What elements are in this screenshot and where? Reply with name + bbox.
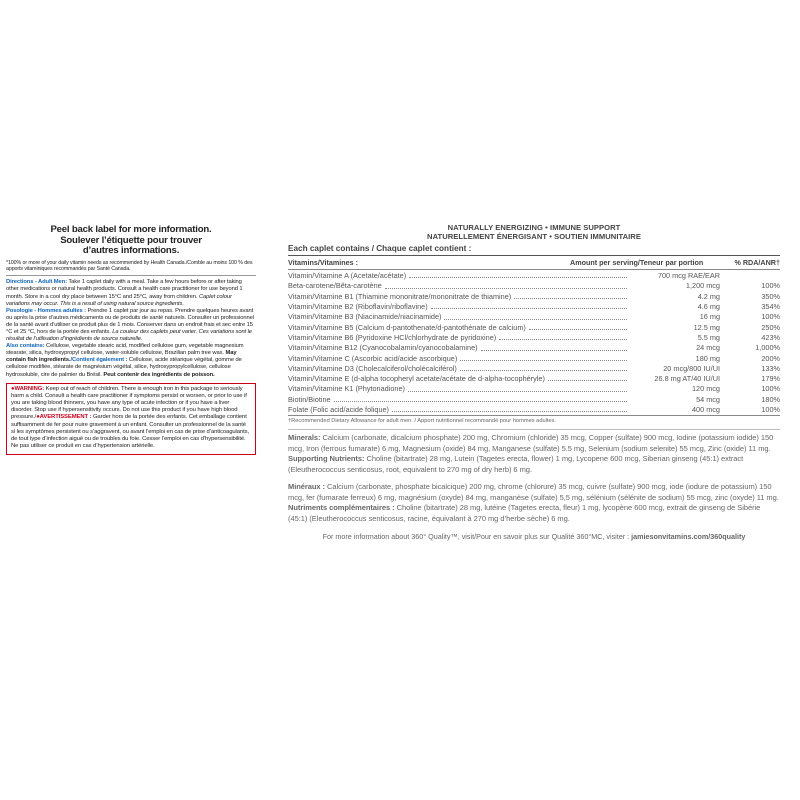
- vitamin-name: Vitamin/Vitamine A (Acetate/acétate): [288, 271, 407, 281]
- posologie-text: Prendre 1 caplet par jour au repas. Prendre quelques heures avant ou après la prise d’autres médicaments ou de produits de santé naturels. Consulter un professionnel de la santé avant d’utiliser ce produit plus de 1 mois. Conserver dans un endroit frais et sec entre 15 °C et 25 °C, hors de la portée des enfants.: [6, 307, 254, 335]
- table-row: [288, 384, 780, 394]
- directions-label: Directions - Adult Men:: [6, 279, 67, 286]
- vitamin-rda: 250%: [761, 322, 780, 332]
- table-row: [288, 354, 780, 364]
- vitamin-rda: 100%: [761, 384, 780, 394]
- vitamin-name: Biotin/Biotine: [288, 394, 331, 404]
- vitamin-name: Vitamin/Vitamine B5 (Calcium d-pantothenate/d-pantothénate de calcium): [288, 322, 526, 332]
- dot-leader: [548, 374, 627, 381]
- table-row: [288, 312, 780, 322]
- col-rda: % RDA/ANR†: [734, 258, 780, 268]
- table-row: [288, 302, 780, 312]
- vitamin-amount: 20 mcg/800 IU/UI: [663, 363, 720, 373]
- dot-leader: [408, 384, 627, 391]
- vitamin-amount: 1,200 mcg: [685, 281, 720, 291]
- each-caplet-contains: Each caplet contains / Chaque caplet contient :: [288, 244, 780, 256]
- vitamin-rda: 1,000%: [755, 343, 780, 353]
- table-row: [288, 364, 780, 374]
- vitamin-amount: 24 mcg: [696, 343, 720, 353]
- col-amount: Amount per serving/Teneur par portion: [570, 258, 704, 268]
- dot-leader: [529, 323, 627, 330]
- vitamin-name: Vitamin/Vitamine D3 (Cholecalciferol/cholécalciférol): [288, 363, 457, 373]
- peel-line-2: Soulever l’étiquette pour trouver: [60, 234, 202, 246]
- vitamin-rda: 100%: [761, 405, 780, 415]
- website-link[interactable]: jamiesonvitamins.com/360quality: [631, 531, 746, 541]
- vitamin-name: Vitamin/Vitamine B1 (Thiamine mononitrate/mononitrate de thiamine): [288, 291, 512, 301]
- rda-note: †Recommended Dietary Allowance for adult men. / Apport nutritionnel recommandé pour hommes adultes.: [288, 418, 780, 430]
- peel-notice: [6, 225, 256, 257]
- fish-warning: May contain fish ingredients.: [6, 350, 237, 364]
- table-row: [288, 395, 780, 405]
- vitamin-amount: 4.6 mg: [697, 302, 720, 312]
- more-info: [288, 532, 780, 541]
- posologie-italic: La couleur des caplets peut varier. Ces variations sont le résultat de l’utilisation d’ingrédients de source naturelle.: [6, 328, 252, 343]
- table-row: [288, 343, 780, 353]
- directions-text: Take 1 caplet daily with a meal. Take a few hours before or after taking other medications or natural health products. Consult a health care practitioner for use beyond 1 month. Store in a cool dry place between 15°C and 25°C, away from children.: [6, 279, 243, 300]
- vitamin-name: Vitamin/Vitamine B6 (Pyridoxine HCl/chlorhydrate de pyridoxine): [288, 332, 497, 342]
- more-info-text: For more information about 360° Quality™, visit/Pour en savoir plus sur Qualité 360°MC, visiter :: [322, 531, 632, 541]
- vitamin-amount: 400 mcg: [692, 405, 720, 415]
- table-row: [288, 333, 780, 343]
- minerals-label: Minerals:: [288, 433, 321, 443]
- headline-en: NATURALLY ENERGIZING • IMMUNE SUPPORT: [447, 223, 621, 232]
- vitamin-name: Vitamin/Vitamine B2 (Riboflavin/riboflavine): [288, 302, 428, 312]
- vitamin-rda: 133%: [761, 363, 780, 373]
- col-vitamins: Vitamins/Vitamines :: [288, 258, 359, 268]
- dot-leader: [481, 343, 627, 350]
- table-row: [288, 405, 780, 415]
- vitamin-rda: 180%: [761, 394, 780, 404]
- vitamin-name: Beta-carotene/Bêta-carotène: [288, 281, 382, 291]
- vitamin-amount: 4.2 mg: [697, 291, 720, 301]
- dot-leader: [334, 395, 627, 402]
- contient-label: /Contient également :: [70, 357, 128, 364]
- vitamin-name: Folate (Folic acid/acide folique): [288, 405, 389, 415]
- mineraux-label: Minéraux :: [288, 482, 326, 492]
- divider: [6, 275, 256, 276]
- vitamin-name: Vitamin/Vitamine B3 (Niacinamide/niacinamide): [288, 312, 442, 322]
- contient-text: Cellulose, acide stéarique végétal, gomme de cellulose modifiée, stéarate de magnésium végétal, silice, hydroxypropylcellulose, cellulose hydrosoluble, cire de palmier du Brésil.: [6, 357, 242, 378]
- vitamin-rda: 354%: [761, 302, 780, 312]
- health-canada-footnote: *100% or more of your daily vitamin needs as recommended by Health Canada./Comble au moins 100 % des apports vitaminiques recommandés par Santé Canada.: [6, 259, 253, 272]
- vitamin-rda: 350%: [761, 291, 780, 301]
- vitamin-amount: 180 mg: [695, 353, 720, 363]
- dot-leader: [514, 292, 627, 299]
- vitamin-amount: 12.5 mg: [693, 322, 720, 332]
- vitamin-name: Vitamin/Vitamine K1 (Phytonadione): [288, 384, 405, 394]
- vitamin-amount: 16 mg: [699, 312, 720, 322]
- ingredients-section: [6, 343, 256, 378]
- headline-fr: NATURELLEMENT ÉNERGISANT • SOUTIEN IMMUNITAIRE: [427, 231, 641, 241]
- label-left-panel: [6, 225, 256, 455]
- avertissement-label: ●AVERTISSEMENT :: [36, 414, 92, 421]
- vitamin-rda: 423%: [761, 332, 780, 342]
- vitamin-name: Vitamin/Vitamine C (Ascorbic acid/acide ascorbique): [288, 353, 458, 363]
- supporting-text: Choline (bitartrate) 28 mg, Lutein (Tagetes erecta, flower) 1 mg, Lycopene 600 mcg, Siberian ginseng (45:1) extract (Eleutherococcus senticosus, root, equivalent to 270 mg of dry herb) 6 mg.: [288, 454, 744, 474]
- mineraux-text: Calcium (carbonate, phosphate bicalcique) 200 mg, chrome (chlorure) 35 mcg, cuivre (sulfate) 900 mcg, iode (iodure de potassium) 150 mcg, fer (fumarate ferreux) 6 mg, magnésium (oxyde) 84 mg, manganèse (sulfate) 5,5 mg, sélénium (sélénite de sodium) 55 mcg, zinc (oxyde) 11 mg.: [288, 482, 779, 502]
- dot-leader: [431, 302, 627, 309]
- dot-leader: [460, 364, 627, 371]
- vitamin-amount: 5.5 mg: [697, 332, 720, 342]
- posologie-section: [6, 308, 256, 343]
- table-row: [288, 281, 780, 291]
- vitamin-rda: 100%: [761, 281, 780, 291]
- vitamin-rda: 100%: [761, 312, 780, 322]
- poisson-warning: Peut contenir des ingrédients de poisson.: [103, 371, 215, 378]
- table-row: [288, 271, 780, 281]
- table-row: [288, 292, 780, 302]
- warning-label: ●WARNING:: [11, 385, 45, 392]
- supporting-label: Supporting Nutrients:: [288, 454, 365, 464]
- table-header: [288, 256, 780, 270]
- vitamin-amount: 26.8 mg AT/40 IU/UI: [654, 374, 720, 384]
- peel-line-1: Peel back label for more information.: [50, 224, 212, 235]
- dot-leader: [499, 333, 627, 340]
- complementaires-text: Choline (bitartrate) 28 mg, lutéine (Tagetes erecta, fleur) 1 mg, lycopène 600 mcg, extrait de ginseng de Sibérie (45:1) (Eleutherococcus senticosus, racine, équivalant à 270 mg d’herbe sèche) 6 mg.: [288, 503, 761, 523]
- warning-box: [6, 383, 256, 456]
- vitamin-amount: 54 mcg: [696, 394, 720, 404]
- minerals-fr: [288, 482, 780, 524]
- also-contains-text: Cellulose, vegetable stearic acid, modified cellulose gum, vegetable magnesium stearate, silica, hydroxypropyl cellulose, water-soluble cellulose, Brazilian palm tree wax.: [6, 343, 244, 357]
- dot-leader: [392, 405, 627, 412]
- posologie-label: Posologie - Hommes adultes :: [6, 307, 86, 314]
- avertissement-text: Garder hors de la portée des enfants. Cet emballage contient suffisamment de fer pour nuire gravement à un enfant. Consulter un professionnel de la santé si les symptômes persistent ou s’aggravent, ou avant l’emploi en cas de prise d’anticoagulants, de tout type d’infection aiguë ou de troubles du foie. Cesser l’emploi en cas d’hypersensibilité. Ne pas utiliser ce produit en cas d’hypertension artérielle.: [11, 414, 250, 450]
- dot-leader: [385, 281, 627, 288]
- dot-leader: [409, 271, 627, 278]
- directions-italic: Caplet colour variations may occur. This is a result of using natural source ingredients.: [6, 293, 232, 307]
- vitamin-name: Vitamin/Vitamine B12 (Cyanocobalamin/cyanocobalamine): [288, 343, 478, 353]
- warning-text: Keep out of reach of children. There is enough iron in this package to seriously harm a child. Consult a health care practitioner if symptoms persist or worsen, or prior to use if you are taking blood thinners, you have any type of acute infection or if you have a liver disorder. Stop use if hypersensitivity occurs. Do not use this product if you have high blood pressure./: [11, 385, 247, 421]
- dot-leader: [460, 354, 627, 361]
- directions-section: [6, 279, 256, 307]
- peel-line-3: d’autres informations.: [82, 245, 180, 256]
- vitamin-name: Vitamin/Vitamine E (d-alpha tocopheryl acetate/acétate de d-alpha-tocophéryle): [288, 374, 545, 384]
- minerals-text: Calcium (carbonate, dicalcium phosphate) 200 mg, Chromium (chloride) 35 mcg, Copper (sulfate) 900 mcg, Iodine (potassium iodide) 150 mcg, Iron (ferrous fumarate) 6 mg, Magnesium (oxide) 84 mg, Manganese (sulfate) 5.5 mg, Selenium (sodium selenite) 55 mcg, Zinc (oxide) 11 mg.: [288, 433, 774, 453]
- warning-text-block: [11, 386, 251, 451]
- vitamin-rda: 200%: [761, 353, 780, 363]
- vitamin-rda: [720, 271, 780, 281]
- vitamin-amount: 700 mcg RAE/EAR: [657, 271, 720, 281]
- vitamin-amount: 120 mcg: [692, 384, 720, 394]
- label-right-panel: [288, 224, 780, 541]
- dot-leader: [444, 312, 627, 319]
- also-contains-label: Also contains:: [6, 343, 45, 350]
- vitamin-table: [288, 271, 780, 416]
- minerals-en: [288, 433, 780, 475]
- table-row: [288, 323, 780, 333]
- table-row: [288, 374, 780, 384]
- vitamin-rda: 179%: [761, 374, 780, 384]
- complementaires-label: Nutriments complémentaires :: [288, 503, 395, 513]
